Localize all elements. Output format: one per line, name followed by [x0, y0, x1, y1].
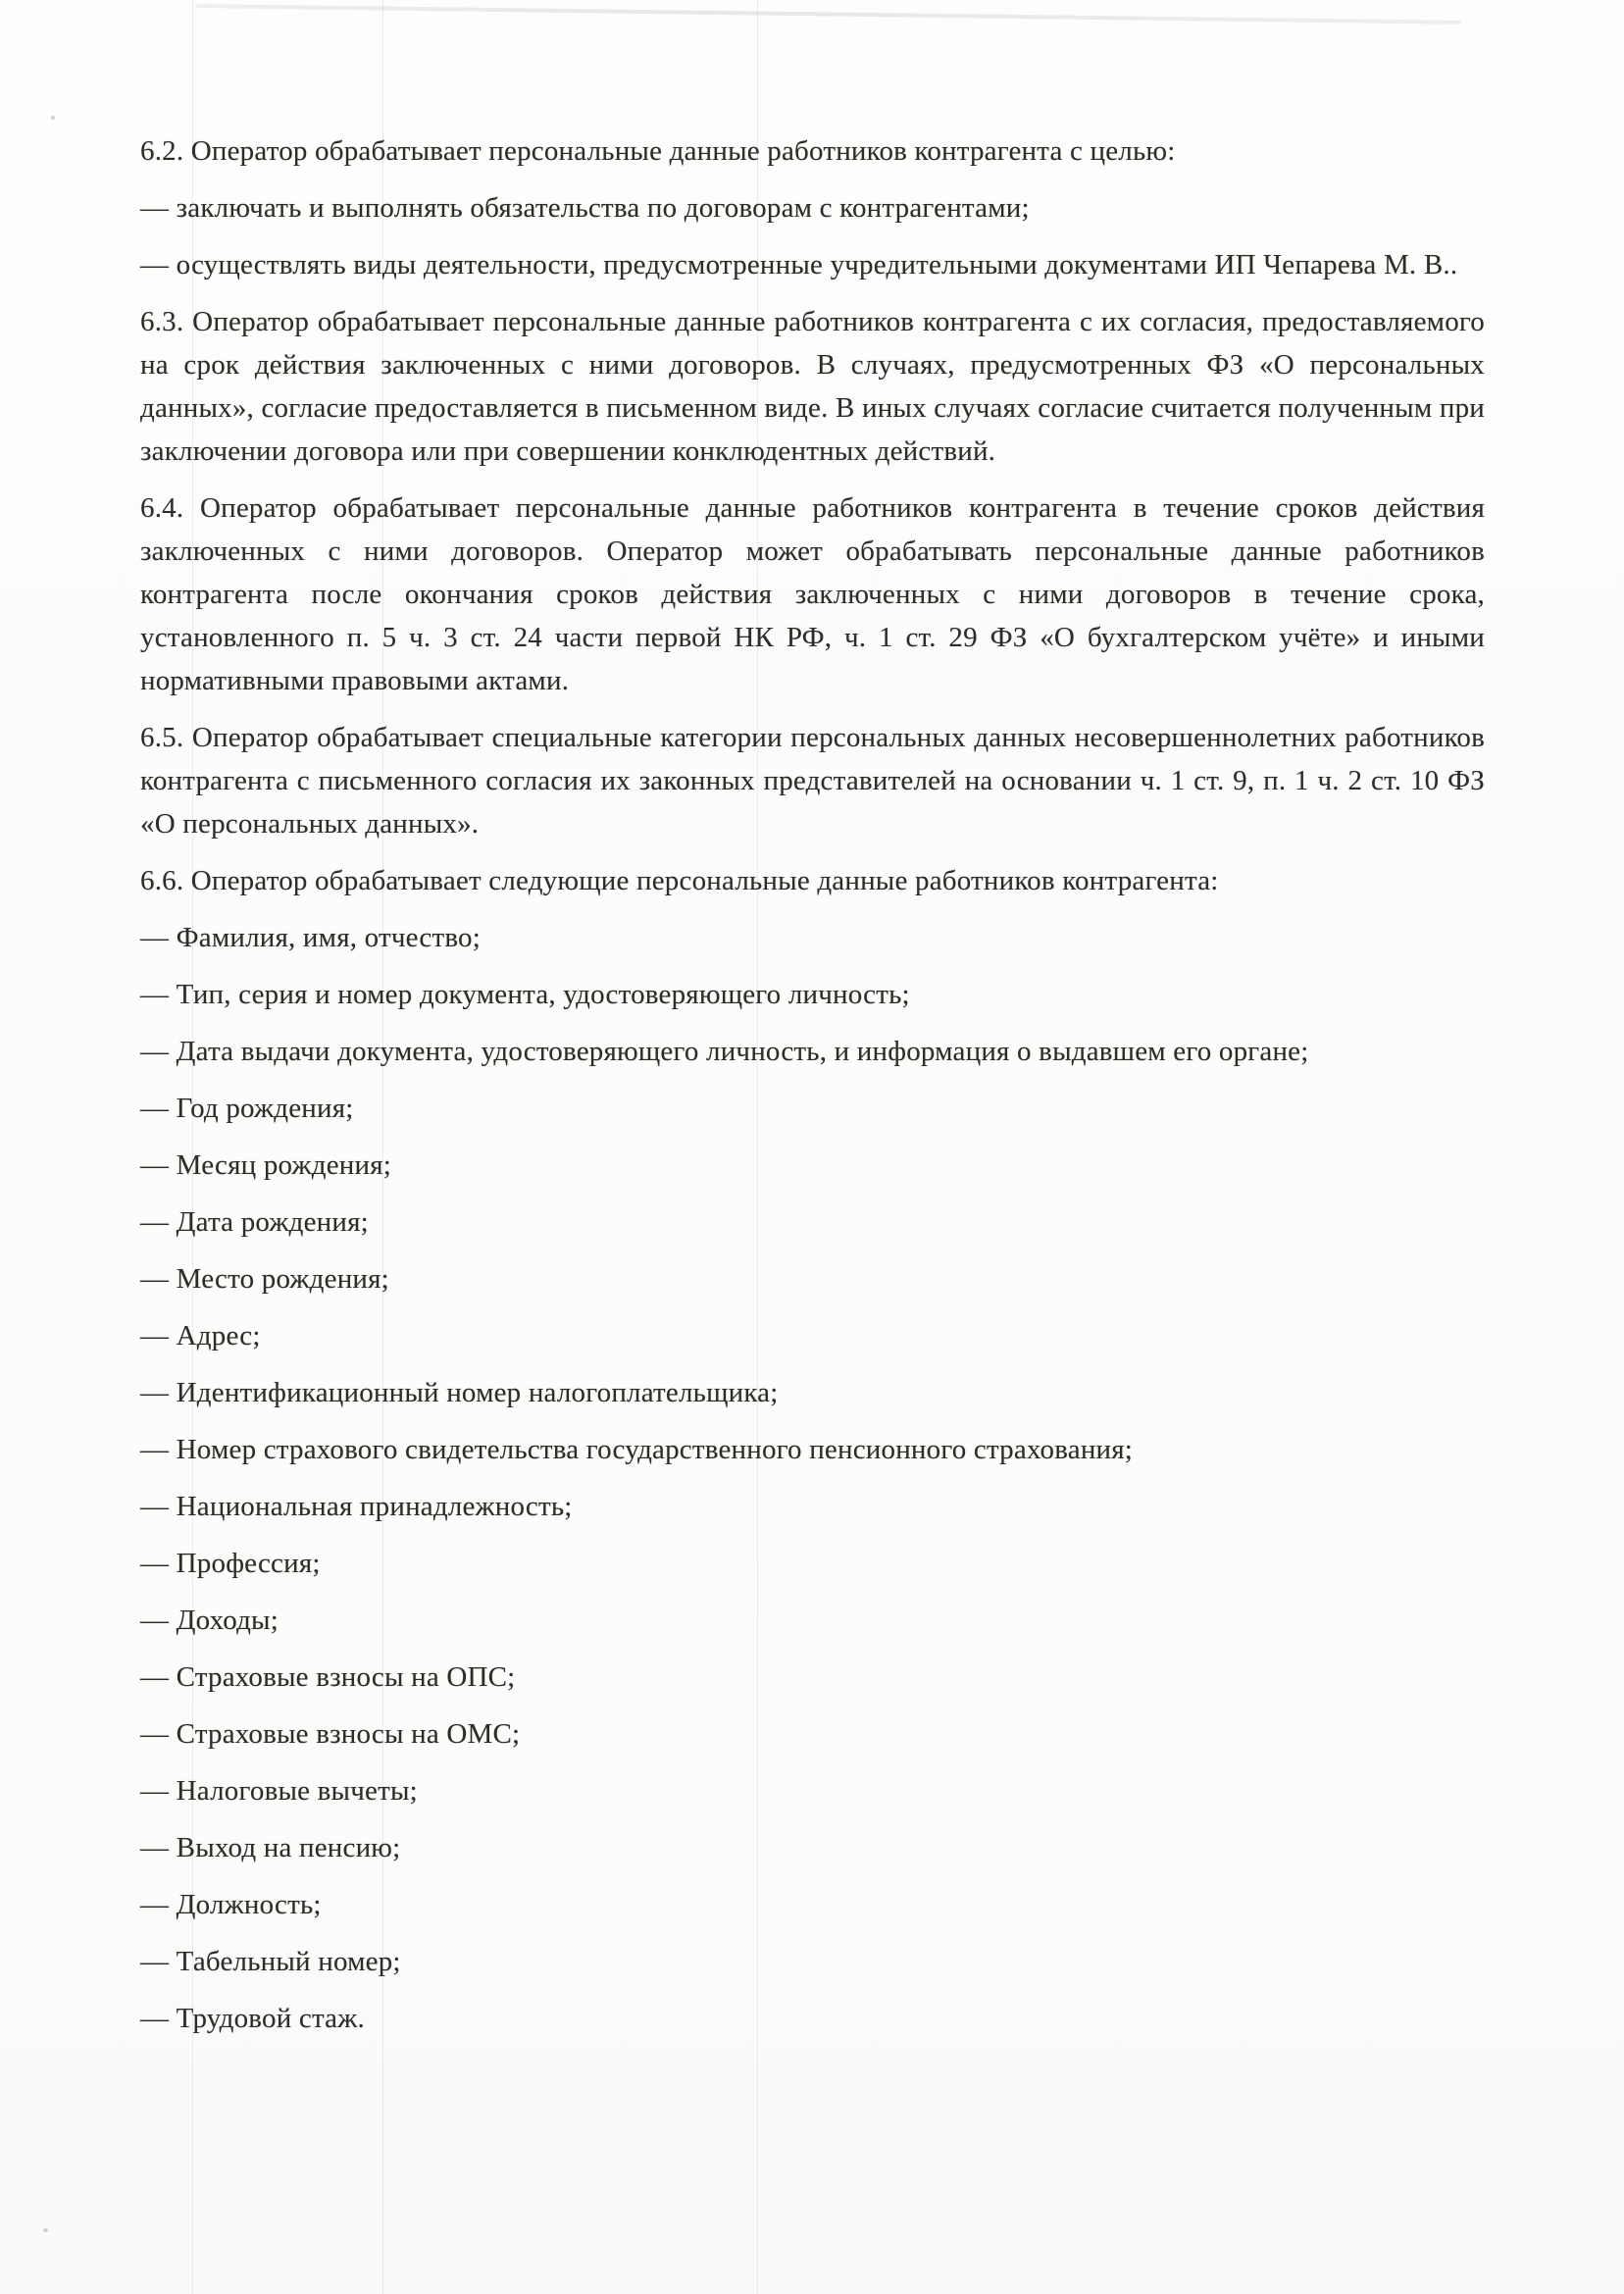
- list-item-birth-date: — Дата рождения;: [140, 1206, 369, 1238]
- list-item-birth-month: — Месяц рождения;: [140, 1149, 392, 1181]
- paragraph-6-2: 6.2. Оператор обрабатывает персональные данные работников контрагента с целью:: [140, 135, 1176, 167]
- list-item-pension-insurance-number: — Номер страхового свидетельства государственного пенсионного страхования;: [140, 1434, 1134, 1465]
- list-item-nationality: — Национальная принадлежность;: [140, 1491, 573, 1522]
- list-item-profession: — Профессия;: [140, 1548, 321, 1579]
- bullet-conclude-contracts: — заключать и выполнять обязательства по договорам с контрагентами;: [140, 192, 1030, 224]
- list-item-ops-contributions: — Страховые взносы на ОПС;: [140, 1661, 516, 1693]
- list-item-personnel-number: — Табельный номер;: [140, 1946, 401, 1977]
- document-body-text: [140, 129, 1485, 2054]
- scan-speck: [43, 2228, 48, 2232]
- paragraph-6-6: 6.6. Оператор обрабатывает следующие персональные данные работников контрагента:: [140, 865, 1219, 896]
- list-item-tax-deductions: — Налоговые вычеты;: [140, 1775, 418, 1807]
- list-item-income: — Доходы;: [140, 1605, 279, 1636]
- scan-speck: [51, 116, 55, 120]
- list-item-retirement: — Выход на пенсию;: [140, 1832, 401, 1863]
- list-item-id-doc-issue-info: — Дата выдачи документа, удостоверяющего личность, и информация о выдавшем его органе;: [140, 1036, 1309, 1067]
- list-item-work-experience: — Трудовой стаж.: [140, 2003, 365, 2034]
- bullet-carry-out-activities: — осуществлять виды деятельности, предусмотренные учредительными документами ИП Чепарева М. В..: [140, 249, 1458, 280]
- list-item-full-name: — Фамилия, имя, отчество;: [140, 922, 482, 953]
- list-item-taxpayer-id: — Идентификационный номер налогоплательщика;: [140, 1377, 779, 1408]
- list-item-address: — Адрес;: [140, 1320, 261, 1351]
- paragraph-6-3: 6.3. Оператор обрабатывает персональные данные работников контрагента с их согласия, предоставляемого на срок действия заключенных с ними договоров. В случаях, предусмотренных ФЗ «О персональных данных», согласие предоставляется в письменном виде. В иных случаях согласие считается полученным при заключении договора или при совершении конклюдентных действий.: [140, 306, 1485, 467]
- paragraph-6-4: 6.4. Оператор обрабатывает персональные данные работников контрагента в течение сроков действия заключенных с ними договоров. Оператор может обрабатывать персональные данные работников контрагента после окончания сроков действия заключенных с ними договоров в течение срока, установленного п. 5 ч. 3 ст. 24 части первой НК РФ, ч. 1 ст. 29 ФЗ «О бухгалтерском учёте» и иными нормативными правовыми актами.: [140, 492, 1485, 696]
- list-item-birth-year: — Год рождения;: [140, 1093, 354, 1124]
- list-item-birth-place: — Место рождения;: [140, 1263, 389, 1295]
- list-item-oms-contributions: — Страховые взносы на ОМС;: [140, 1718, 521, 1750]
- paragraph-6-5: 6.5. Оператор обрабатывает специальные категории персональных данных несовершеннолетних работников контрагента с письменного согласия их законных представителей на основании ч. 1 ст. 9, п. 1 ч. 2 ст. 10 ФЗ «О персональных данных».: [140, 722, 1485, 840]
- list-item-position: — Должность;: [140, 1889, 322, 1920]
- list-item-id-doc-type-series-number: — Тип, серия и номер документа, удостоверяющего личность;: [140, 979, 910, 1010]
- scan-artifact-top-edge: [196, 4, 1461, 25]
